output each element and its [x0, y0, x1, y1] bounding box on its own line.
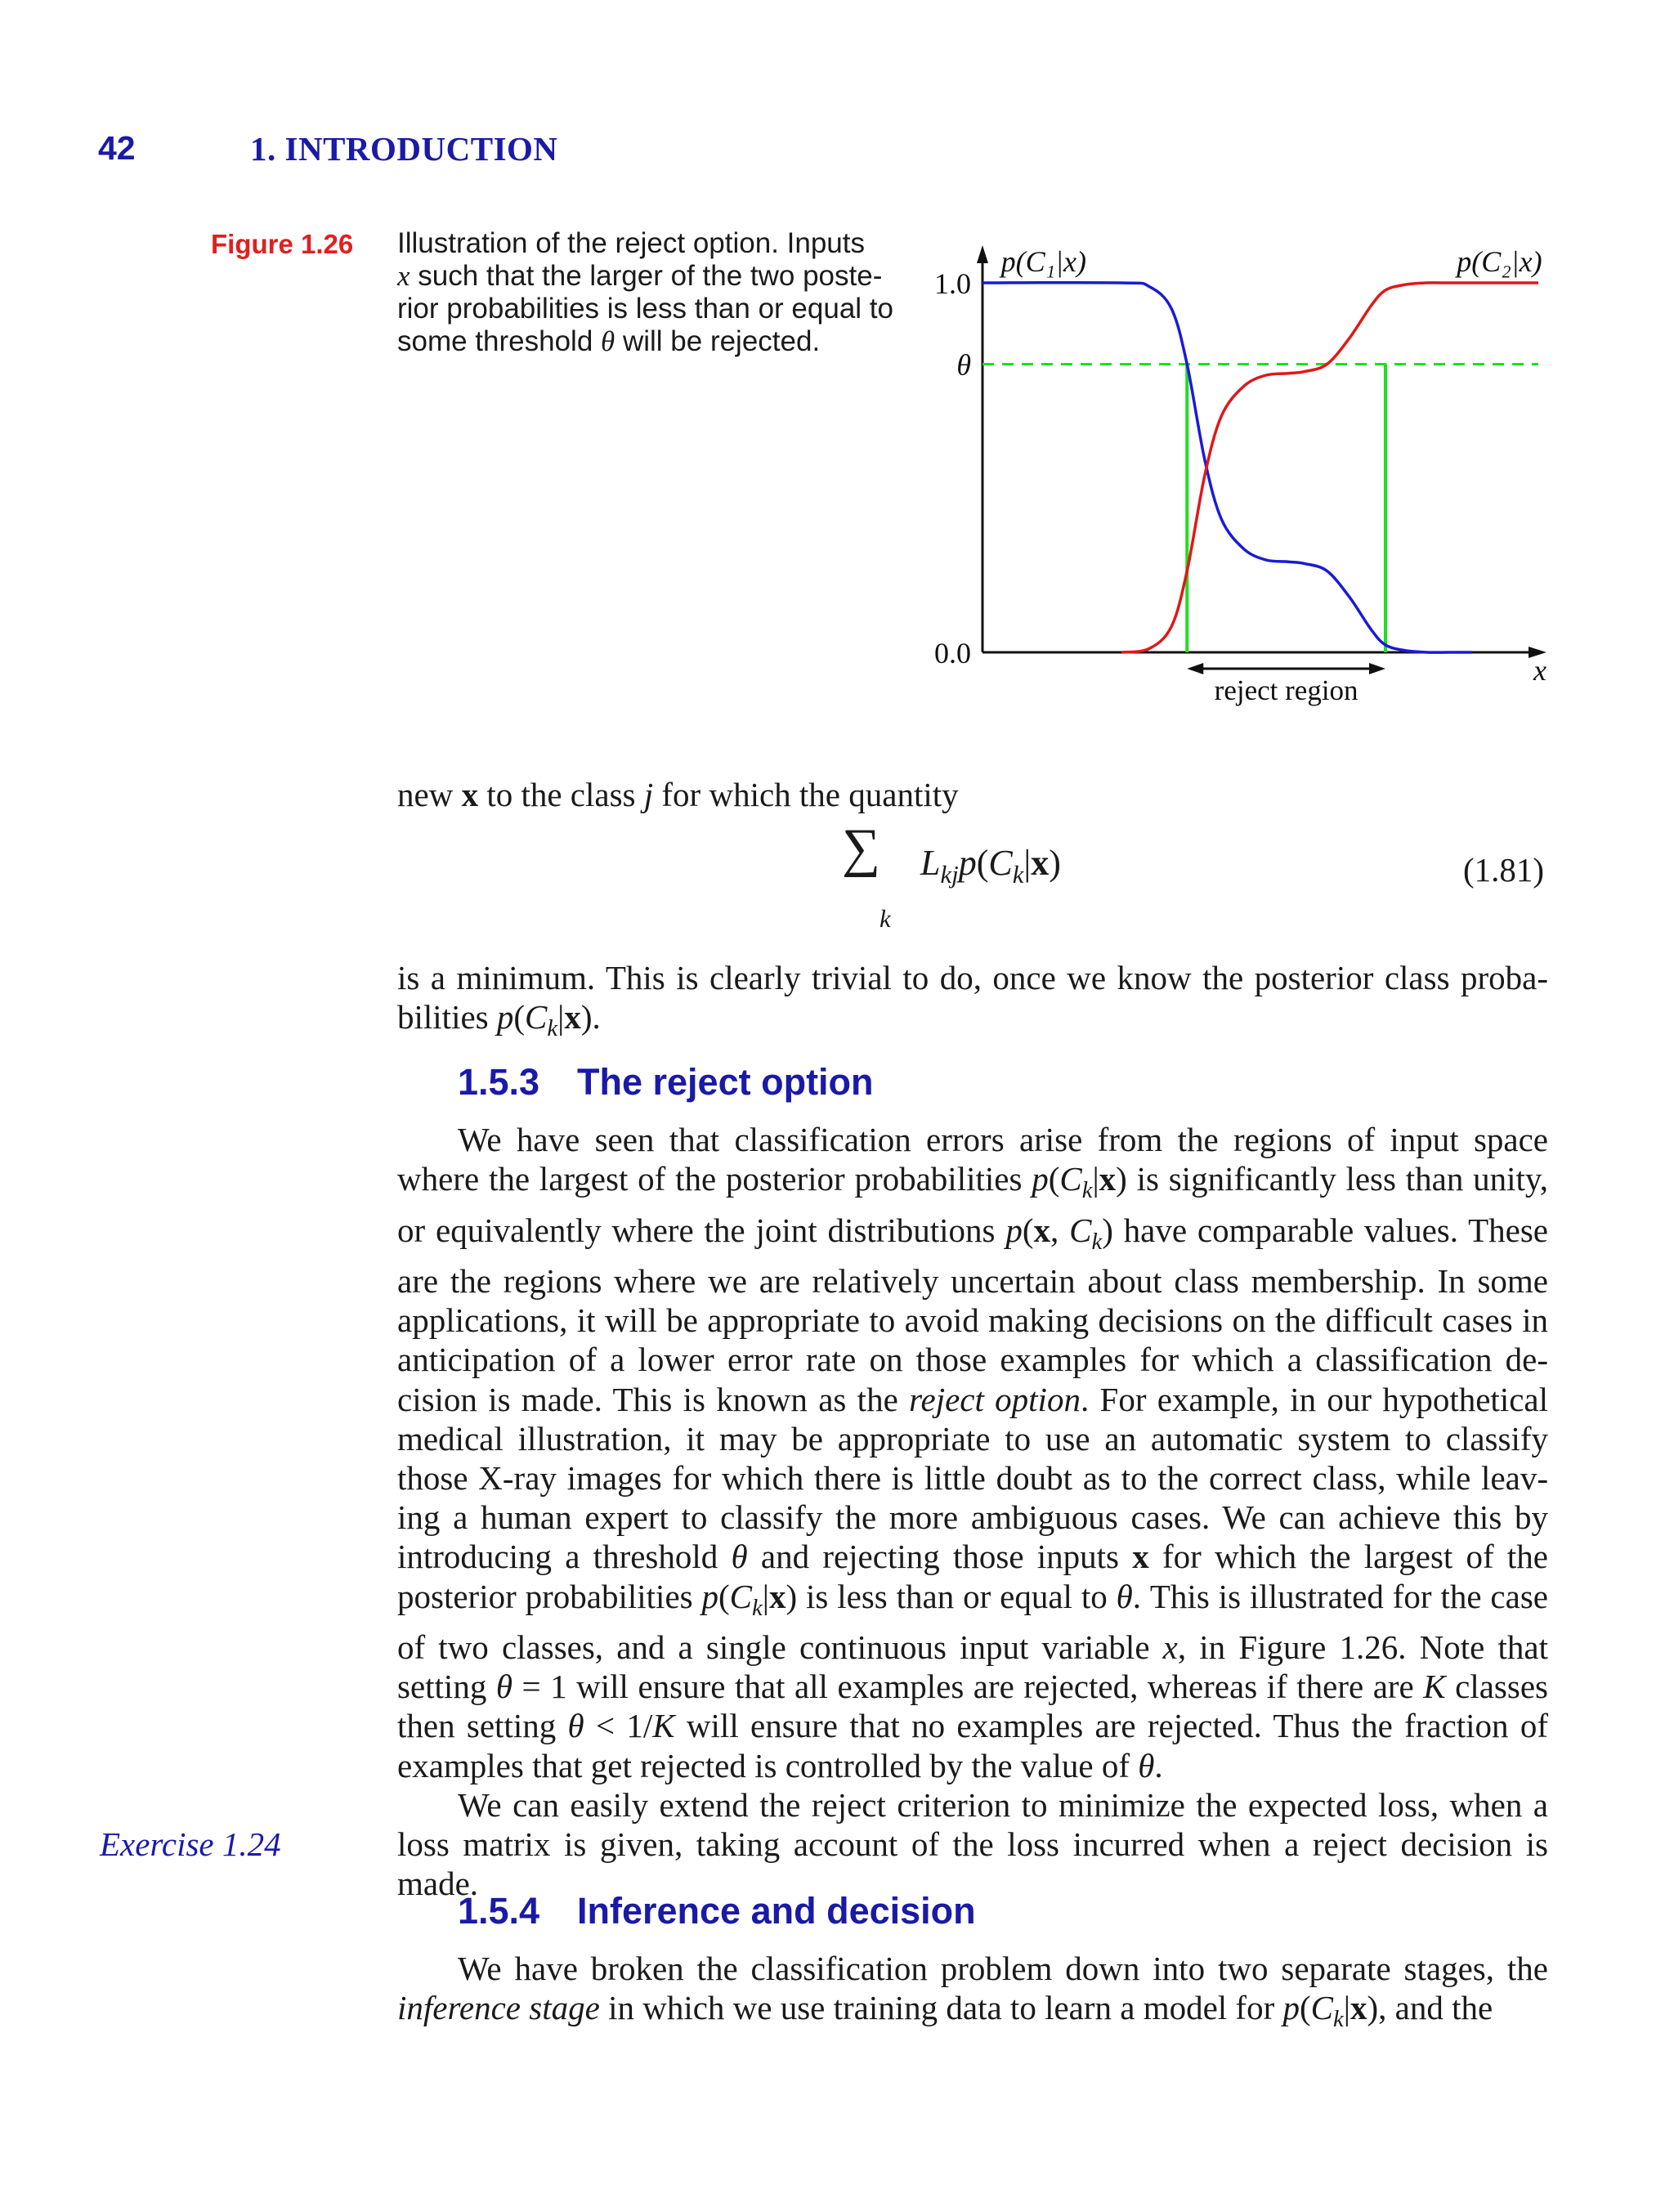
reject-region-label: reject region — [1214, 674, 1358, 706]
caption-run: such that the larger of the two poste- — [410, 260, 883, 292]
text-run: k — [547, 1015, 558, 1042]
text-run: x — [461, 776, 479, 813]
text-run: k — [1091, 1228, 1103, 1255]
paragraph-text — [397, 958, 1548, 1049]
text-run: x — [768, 1577, 786, 1615]
text-run: p — [1282, 1989, 1300, 2027]
y-tick-label: θ — [956, 348, 971, 382]
text-run: L — [920, 843, 941, 883]
text-run: x — [1033, 1211, 1050, 1249]
reject-option-chart — [891, 237, 1561, 719]
paragraph-reject-option — [397, 1120, 1548, 1785]
text-run: C — [988, 843, 1013, 883]
text-run: C — [729, 1577, 752, 1615]
text-run: to the class — [478, 776, 644, 813]
caption-run: some threshold — [397, 325, 602, 357]
reject-arrowhead-right — [1369, 663, 1385, 674]
margin-exercise-reference: Exercise 1.24 — [100, 1825, 281, 1863]
text-run: will ensure that no examples are rejected. Thus the fraction of examples that get rejected is controlled by the value of — [397, 1707, 1548, 1784]
text-run: ). — [580, 998, 601, 1037]
text-run: < 1/ — [584, 1707, 653, 1745]
x-axis-label: x — [1533, 654, 1546, 687]
y-tick-label: 0.0 — [934, 637, 971, 669]
summation-index: k — [880, 904, 891, 933]
text-run: ( — [718, 1577, 730, 1615]
text-run: We have broken the classification problem down into two separate stages, the — [458, 1950, 1548, 1987]
text-run: ) have comparable values. These are the regions where we are relatively uncertain about class membership. In some applications, it will be appropriate to avoid making decisions on the difficult cases in anticipation of a lower error rate on those examples for which a classification de- cision is made. This is known as the — [397, 1211, 1548, 1418]
text-run: ) is significantly less than unity, or equivalently where the joint distributions — [397, 1160, 1548, 1249]
text-run: in which we use training data to learn a model for — [599, 1989, 1283, 2027]
text-run: ) — [1049, 843, 1061, 883]
text-run: We can easily extend the reject criterion to minimize the expected loss, when a loss matrix is given, taking account of the loss incurred when a reject decision is made. — [397, 1785, 1548, 1903]
caption-line — [397, 293, 915, 325]
text-run: p — [1032, 1160, 1049, 1198]
text-run: C — [1059, 1160, 1082, 1198]
text-run: | — [1092, 1160, 1099, 1198]
text-run: for which the largest of the posterior probabilities — [397, 1538, 1548, 1615]
section-heading-1-5-4 — [458, 1890, 976, 1932]
section-1-5-3-body — [397, 1120, 1548, 1903]
caption-run: rior probabilities is less than or equal to — [397, 293, 893, 325]
text-run: classes then setting — [397, 1668, 1548, 1745]
text-run: ( — [513, 998, 526, 1037]
paragraph-inference-decision — [397, 1949, 1548, 2040]
text-run: k — [1081, 1177, 1093, 1204]
text-run: . This is illustrated for the case of two classes, and a single continuous input variable — [397, 1577, 1548, 1666]
text-run: j — [643, 776, 654, 813]
text-run: . — [1154, 1746, 1163, 1784]
y-tick-label: 1.0 — [934, 267, 971, 300]
text-run: x — [1099, 1160, 1117, 1198]
text-run: x — [1031, 843, 1050, 883]
caption-run: θ — [601, 325, 615, 357]
text-run: θ — [567, 1707, 584, 1745]
paragraph-after-equation — [397, 958, 1548, 1049]
text-run: ) is less than or equal to — [786, 1577, 1117, 1615]
text-run: k — [1012, 860, 1024, 889]
summation-symbol: ∑ — [842, 818, 881, 878]
line-before-equation — [397, 775, 959, 814]
section-number: 1.5.3 — [458, 1061, 540, 1103]
text-run: x — [564, 998, 581, 1037]
text-run: θ — [1116, 1577, 1133, 1615]
text-run: is a minimum. This is clearly trivial to do, once we know the posterior class proba- bilities — [397, 959, 1548, 1037]
text-run: k — [1333, 2006, 1344, 2033]
figure-caption — [397, 227, 915, 358]
text-run: θ — [1138, 1746, 1155, 1784]
text-run: kj — [940, 860, 959, 889]
figure-label: Figure 1.26 — [211, 229, 354, 259]
text-run: x — [1132, 1538, 1149, 1576]
curve-label: p(C₂|x) — [1457, 245, 1542, 278]
y-axis-arrowhead — [977, 245, 988, 263]
series-line-1 — [982, 283, 1471, 653]
curve-label: p(C₁|x) — [1000, 245, 1086, 278]
series-line-2 — [1121, 283, 1538, 652]
text-run: p — [958, 843, 977, 883]
text-run: ), and the — [1367, 1989, 1493, 2027]
text-run: inference stage — [397, 1989, 600, 2027]
text-run: ( — [1048, 1160, 1060, 1198]
text-run: , — [1050, 1211, 1070, 1249]
text-run: k — [752, 1594, 763, 1621]
text-run: x — [1162, 1628, 1178, 1666]
text-run: x — [1349, 1989, 1367, 2027]
text-run: θ — [495, 1668, 512, 1706]
caption-line — [397, 227, 915, 260]
caption-run: x — [397, 260, 410, 292]
text-run: reject option — [909, 1380, 1081, 1418]
text-run: We have seen that classification errors arise from the regions of input space where the largest of the posterior probabilities — [397, 1121, 1548, 1198]
paragraph-expected-loss — [397, 1785, 1548, 1904]
text-run: ( — [1300, 1989, 1311, 2027]
text-run: | — [762, 1577, 769, 1615]
equation-number: (1.81) — [1463, 851, 1545, 889]
text-run: . For example, in our hypothetical medical illustration, it may be appropriate to use an automatic system to classify those X-ray images for which there is little doubt as to the correct class, while leav- ing a human expert to classify the more ambiguous cases. We can achieve this by introducing a threshold — [397, 1380, 1548, 1576]
equation-expression — [920, 842, 1061, 889]
text-run: p — [701, 1577, 718, 1615]
text-run: C — [525, 998, 548, 1037]
caption-run: Illustration of the reject option. Inputs — [397, 227, 865, 259]
reject-arrowhead-left — [1187, 663, 1203, 674]
section-title: Inference and decision — [577, 1890, 976, 1932]
text-run: , in Figure 1.26. Note that setting — [397, 1628, 1548, 1706]
text-run: for which the quantity — [653, 776, 959, 813]
section-number: 1.5.4 — [458, 1890, 540, 1932]
text-run: K — [652, 1707, 675, 1745]
chapter-heading: 1. INTRODUCTION — [250, 130, 558, 168]
text-run: p — [496, 998, 514, 1037]
text-run: = 1 will ensure that all examples are rejected, whereas if there are — [512, 1668, 1424, 1706]
section-1-5-4-body — [397, 1949, 1548, 2040]
section-title: The reject option — [577, 1061, 874, 1103]
page-number: 42 — [98, 129, 136, 167]
section-heading-1-5-3 — [458, 1061, 874, 1104]
caption-line — [397, 325, 915, 358]
caption-line — [397, 260, 915, 293]
text-run: C — [1310, 1989, 1334, 2027]
text-run: ( — [976, 843, 989, 883]
caption-run: will be rejected. — [615, 325, 821, 357]
text-run: and rejecting those inputs — [747, 1538, 1133, 1576]
text-run: | — [557, 998, 565, 1037]
text-run: K — [1423, 1668, 1446, 1706]
text-run: C — [1069, 1211, 1092, 1249]
text-run: new — [397, 776, 462, 813]
text-run: θ — [731, 1538, 748, 1576]
text-run: ( — [1022, 1211, 1034, 1249]
text-run: | — [1023, 843, 1032, 883]
text-run: p — [1005, 1211, 1023, 1249]
text-run: | — [1343, 1989, 1350, 2027]
